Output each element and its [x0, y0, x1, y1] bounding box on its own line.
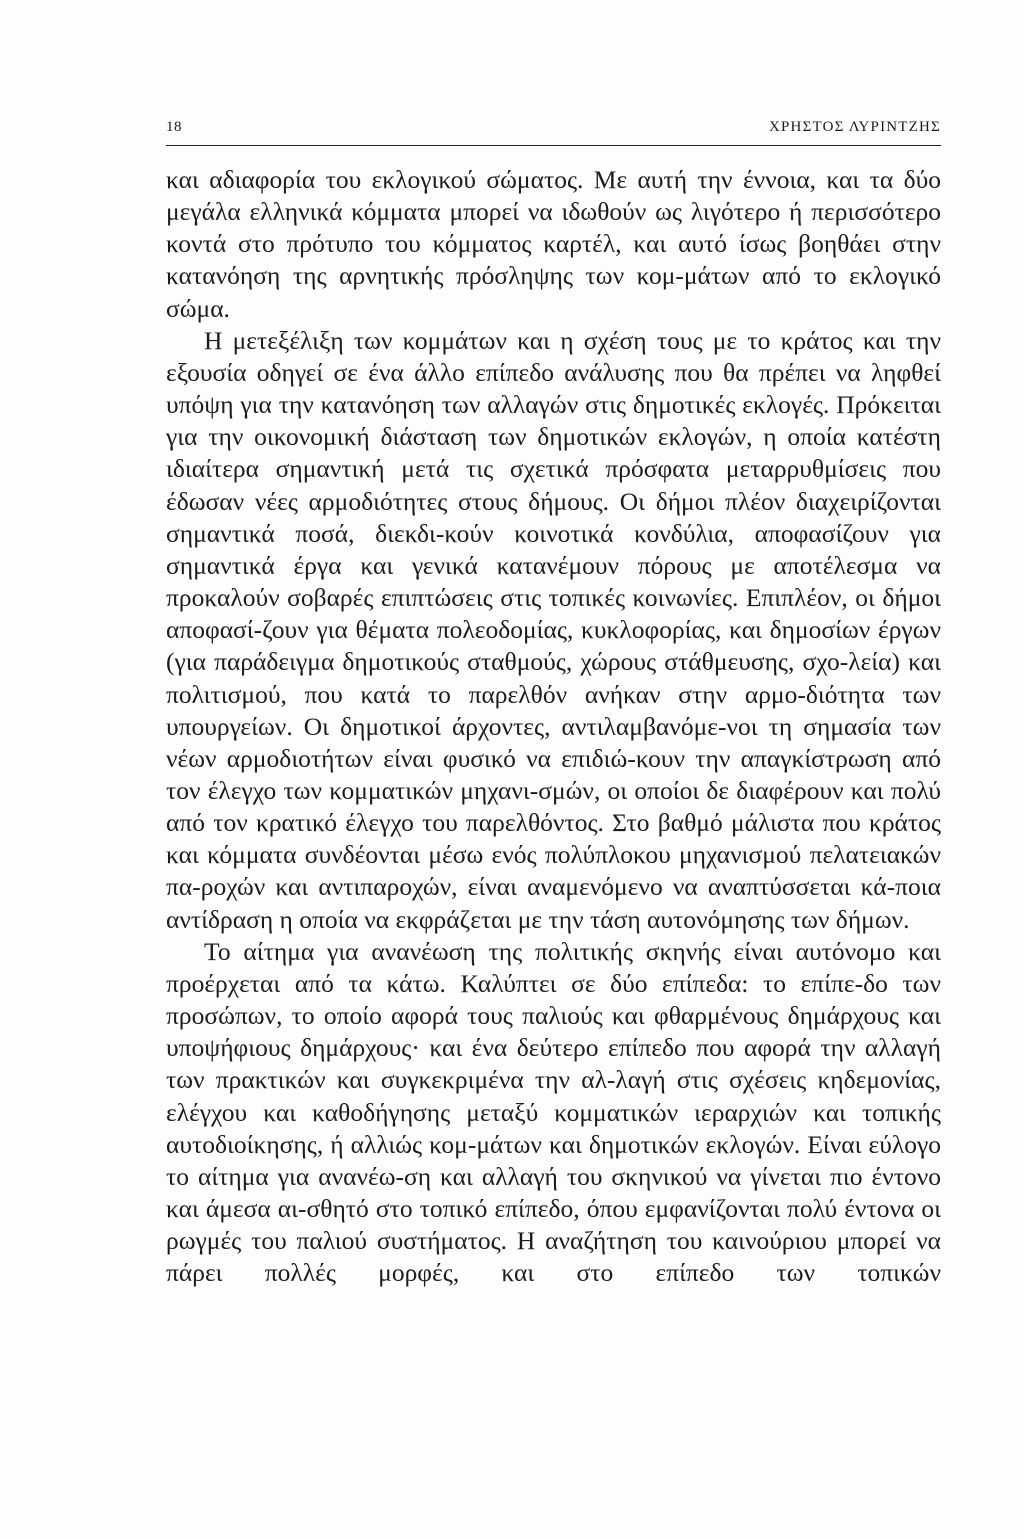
paragraph-3: Το αίτημα για ανανέωση της πολιτικής σκηνής είναι αυτόνομο και προέρχεται από τα κάτω. Καλύπτει σε δύο επίπεδα: το επίπε-δο των προσώπων, το οποίο αφορά τους παλιούς και φθαρμένους δημάρχους και υποψήφιους δημάρχους· και ένα δεύτερο επίπεδο που αφορά την αλλαγή των πρακτικών και συγκεκριμένα την αλ-λαγή στις σχέσεις κηδεμονίας, ελέγχου και καθοδήγησης μεταξύ κομματικών ιεραρχιών και τοπικής αυτοδιοίκησης, ή αλλιώς κομ-μάτων και δημοτικών εκλογών. Είναι εύλογο το αίτημα για ανανέω-ση και αλλαγή του σκηνικού να γίνεται πιο έντονο και άμεσα αι-σθητό στο τοπικό επίπεδο, όπου εμφανίζονται πολύ έντονα οι ρωγμές του παλιού συστήματος. Η αναζήτηση του καινούριου μπορεί να πάρει πολλές μορφές, και στο επίπεδο των τοπικών	[166, 936, 941, 1288]
body-text	[166, 164, 941, 1289]
paragraph-1: και αδιαφορία του εκλογικού σώματος. Με αυτή την έννοια, και τα δύο μεγάλα ελληνικά κόμματα μπορεί να ιδωθούν ως λιγότερο ή περισσότερο κοντά στο πρότυπο του κόμματος καρτέλ, και αυτό ίσως βοηθάει στην κατανόηση της αρνητικής πρόσληψης των κομ-μάτων από το εκλογικό σώμα.	[166, 165, 941, 323]
paragraph-2: Η μετεξέλιξη των κομμάτων και η σχέση τους με το κράτος και την εξουσία οδηγεί σε ένα άλλο επίπεδο ανάλυσης που θα πρέπει να ληφθεί υπόψη για την κατανόηση των αλλαγών στις δημοτικές εκλογές. Πρόκειται για την οικονομική διάσταση των δημοτικών εκλογών, η οποία κατέστη ιδιαίτερα σημαντική μετά τις σχετικά πρόσφατα μεταρρυθμίσεις που έδωσαν νέες αρμοδιότητες στους δήμους. Οι δήμοι πλέον διαχειρίζονται σημαντικά ποσά, διεκδι-κούν κοινοτικά κονδύλια, αποφασίζουν για σημαντικά έργα και γενικά κατανέμουν πόρους με αποτέλεσμα να προκαλούν σοβαρές επιπτώσεις στις τοπικές κοινωνίες. Επιπλέον, οι δήμοι αποφασί-ζουν για θέματα πολεοδομίας, κυκλοφορίας, και δημοσίων έργων (για παράδειγμα δημοτικούς σταθμούς, χώρους στάθμευσης, σχο-λεία) και πολιτισμού, που κατά το παρελθόν ανήκαν στην αρμο-διότητα των υπουργείων. Οι δημοτικοί άρχοντες, αντιλαμβανόμε-νοι τη σημασία των νέων αρμοδιοτήτων είναι φυσικό να επιδιώ-κουν την απαγκίστρωση από τον έλεγχο των κομματικών μηχανι-σμών, οι οποίοι δε διαφέρουν και πολύ από τον κρατικό έλεγχο του παρελθόντος. Στο βαθμό μάλιστα που κράτος και κόμματα συνδέονται μέσω ενός πολύπλοκου μηχανισμού πελατειακών πα-ροχών και αντιπαροχών, είναι αναμενόμενο να αναπτύσσεται κά-ποια αντίδραση η οποία να εκφράζεται με την τάση αυτονόμησης των δήμων.	[166, 325, 941, 934]
page-number: 18	[166, 119, 182, 135]
page-header	[166, 117, 941, 146]
running-head-author: ΧΡΗΣΤΟΣ ΛΥΡΙΝΤΖΗΣ	[768, 119, 941, 135]
